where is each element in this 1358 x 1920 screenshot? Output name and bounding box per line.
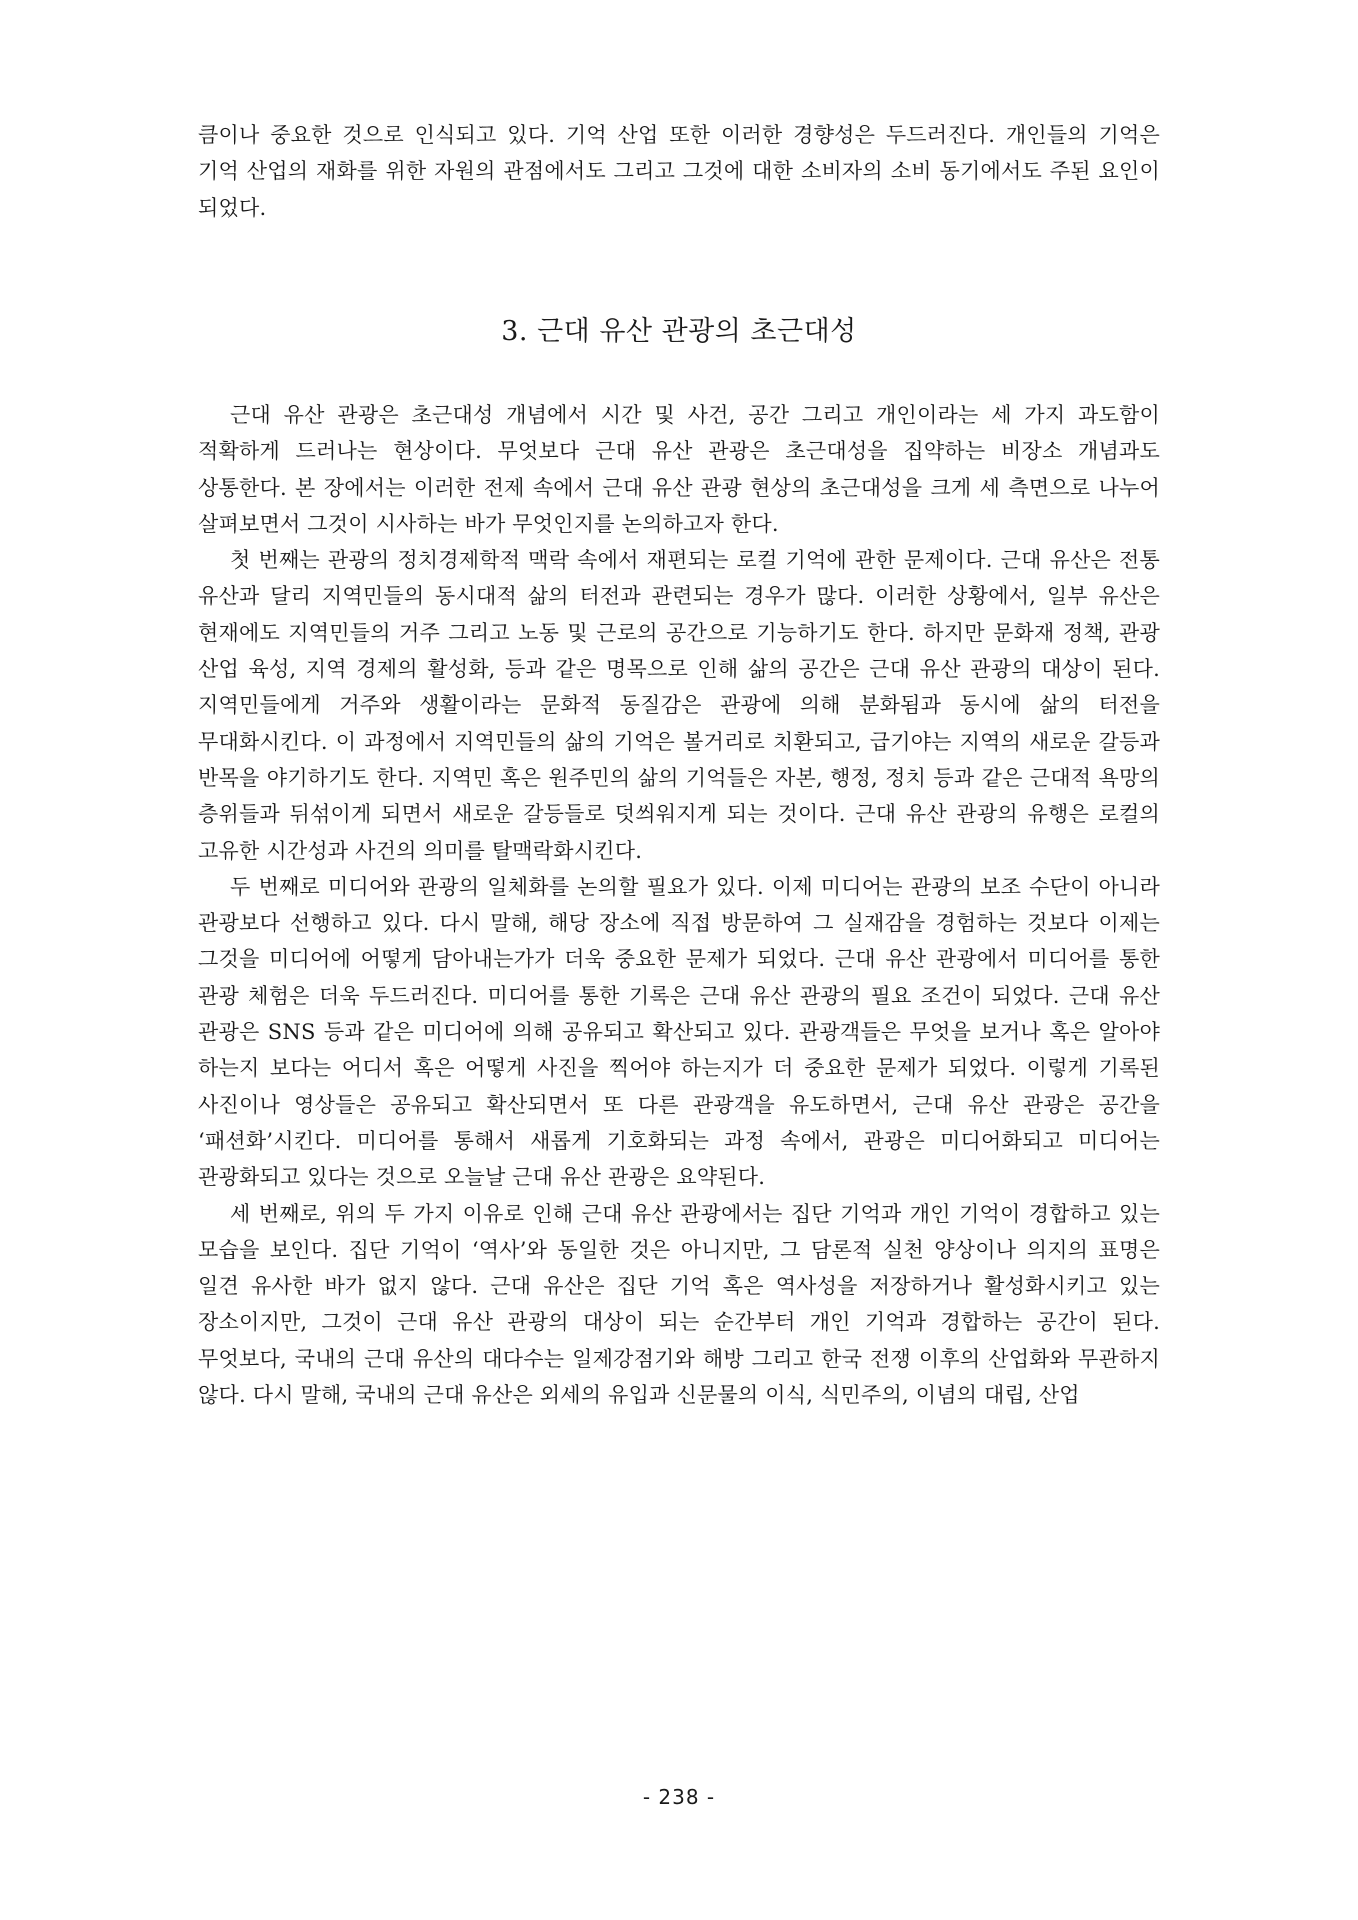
body-paragraph-4: 세 번째로, 위의 두 가지 이유로 인해 근대 유산 관광에서는 집단 기억과 개인 기억이 경합하고 있는 모습을 보인다. 집단 기억이 ‘역사’와 동일한 것은 아니지만, 그 담론적 실천 양상이나 의지의 표명은 일견 유사한 바가 없지 않다. 근대 유산은 집단 기억 혹은 역사성을 저장하거나 활성화시키고 있는 장소이지만, 그것이 근대 유산 관광의 대상이 되는 순간부터 개인 기억과 경합하는 공간이 된다. 무엇보다, 국내의 근대 유산의 대다수는 일제강점기와 해방 그리고 한국 전쟁 이후의 산업화와 무관하지 않다. 다시 말해, 국내의 근대 유산은 외세의 유입과 신문물의 이식, 식민주의, 이념의 대립, 산업 (198, 1201, 1160, 1408)
body-paragraph-3: 두 번째로 미디어와 관광의 일체화를 논의할 필요가 있다. 이제 미디어는 관광의 보조 수단이 아니라 관광보다 선행하고 있다. 다시 말해, 해당 장소에 직접 방문하여 그 실재감을 경험하는 것보다 이제는 그것을 미디어에 어떻게 담아내는가가 더욱 중요한 문제가 되었다. 근대 유산 관광에서 미디어를 통한 관광 체험은 더욱 두드러진다. 미디어를 통한 기록은 근대 유산 관광의 필요 조건이 되었다. 근대 유산 관광은 SNS 등과 같은 미디어에 의해 공유되고 확산되고 있다. 관광객들은 무엇을 보거나 혹은 알아야 하는지 보다는 어디서 혹은 어떻게 사진을 찍어야 하는지가 더 중요한 문제가 되었다. 이렇게 기록된 사진이나 영상들은 공유되고 확산되면서 또 다른 관광객을 유도하면서, 근대 유산 관광은 공간을 ‘패션화’시킨다. 미디어를 통해서 새롭게 기호화되는 과정 속에서, 관광은 미디어화되고 미디어는 관광화되고 있다는 것으로 오늘날 근대 유산 관광은 요약된다. (198, 874, 1160, 1190)
page-footer (0, 1783, 1358, 1811)
body-text (198, 397, 1160, 1413)
body-paragraph-1: 근대 유산 관광은 초근대성 개념에서 시간 및 사건, 공간 그리고 개인이라는 세 가지 과도함이 적확하게 드러나는 현상이다. 무엇보다 근대 유산 관광은 초근대성을 집약하는 비장소 개념과도 상통한다. 본 장에서는 이러한 전제 속에서 근대 유산 관광 현상의 초근대성을 크게 세 측면으로 나누어 살펴보면서 그것이 시사하는 바가 무엇인지를 논의하고자 한다. (198, 403, 1160, 536)
intro-block (198, 117, 1160, 226)
page-number: - 238 - (642, 1785, 716, 1809)
body-paragraph-2: 첫 번째는 관광의 정치경제학적 맥락 속에서 재편되는 로컬 기억에 관한 문제이다. 근대 유산은 전통 유산과 달리 지역민들의 동시대적 삶의 터전과 관련되는 경우가 많다. 이러한 상황에서, 일부 유산은 현재에도 지역민들의 거주 그리고 노동 및 근로의 공간으로 기능하기도 한다. 하지만 문화재 정책, 관광 산업 육성, 지역 경제의 활성화, 등과 같은 명목으로 인해 삶의 공간은 근대 유산 관광의 대상이 된다. 지역민들에게 거주와 생활이라는 문화적 동질감은 관광에 의해 분화됨과 동시에 삶의 터전을 무대화시킨다. 이 과정에서 지역민들의 삶의 기억은 볼거리로 치환되고, 급기야는 지역의 새로운 갈등과 반목을 야기하기도 한다. 지역민 혹은 원주민의 삶의 기억들은 자본, 행정, 정치 등과 같은 근대적 욕망의 층위들과 뒤섞이게 되면서 새로운 갈등들로 덧씌워지게 되는 것이다. 근대 유산 관광의 유행은 로컬의 고유한 시간성과 사건의 의미를 탈맥락화시킨다. (198, 548, 1160, 863)
section-title: 3. 근대 유산 관광의 초근대성 (501, 316, 857, 347)
section-heading-wrap (0, 312, 1358, 352)
intro-paragraph: 큼이나 중요한 것으로 인식되고 있다. 기억 산업 또한 이러한 경향성은 두드러진다. 개인들의 기억은 기억 산업의 재화를 위한 자원의 관점에서도 그리고 그것에 대한 소비자의 소비 동기에서도 주된 요인이 되었다. (198, 123, 1160, 220)
